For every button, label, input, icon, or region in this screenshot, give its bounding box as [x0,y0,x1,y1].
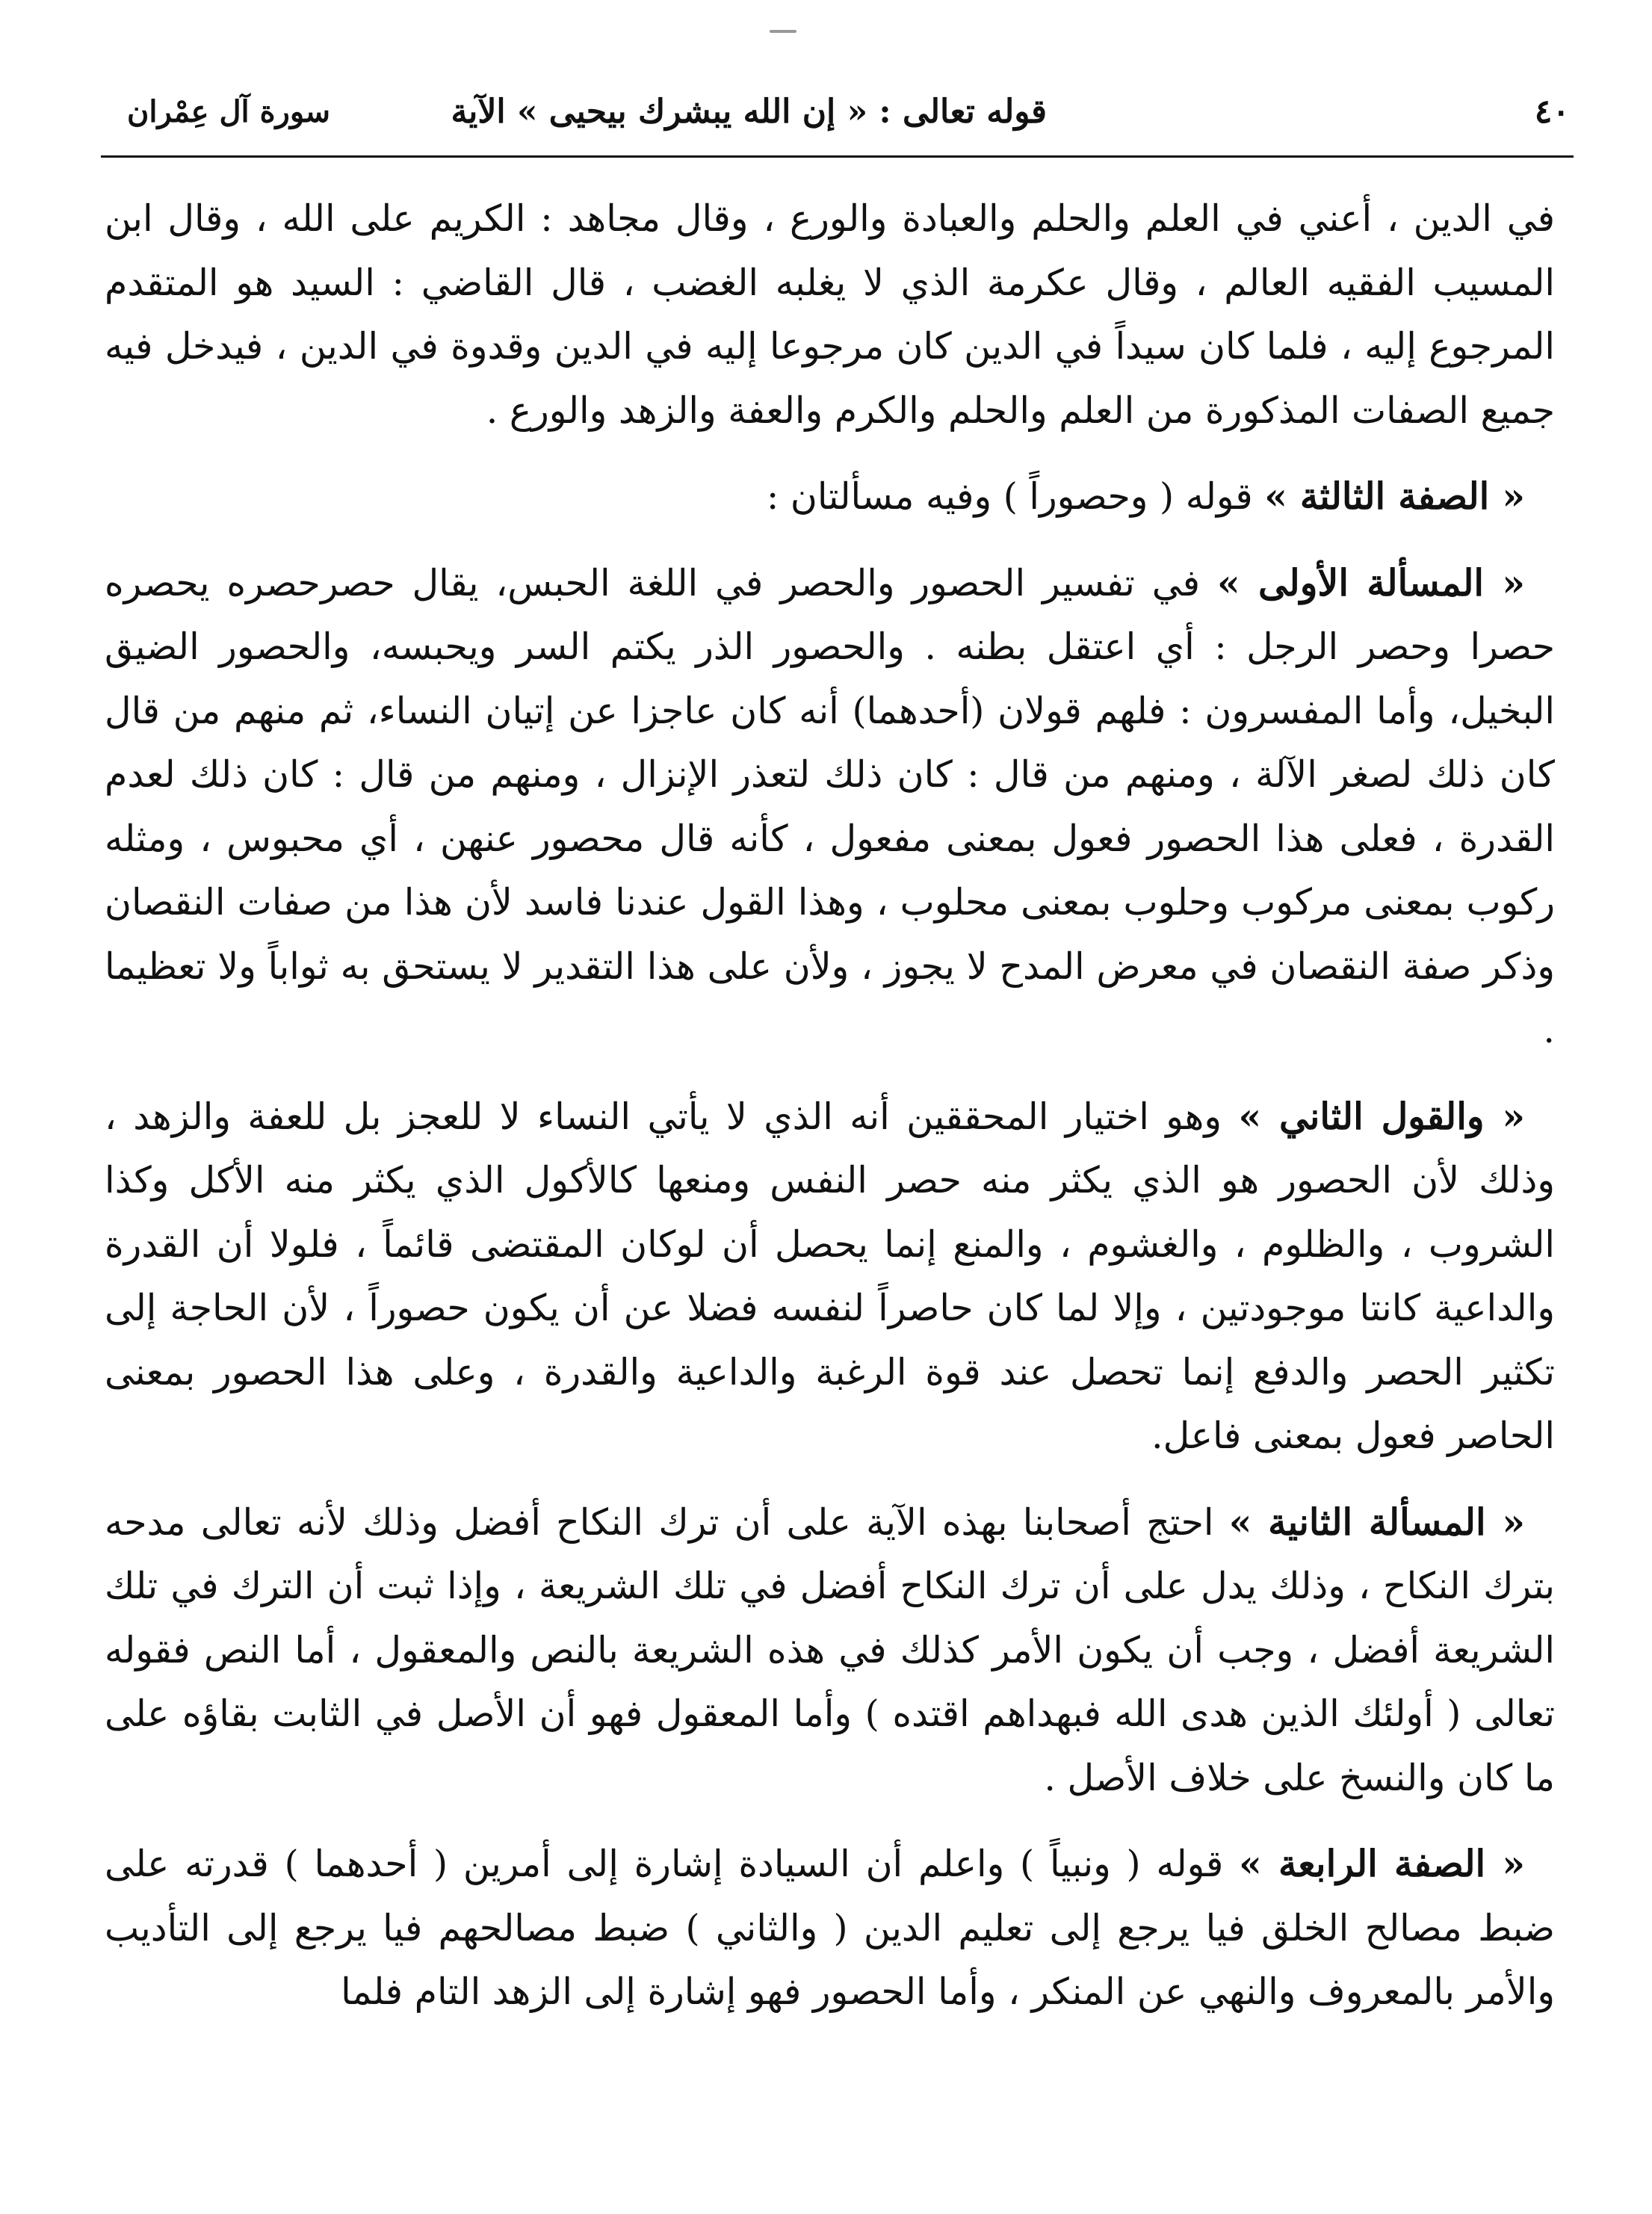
scan-speck [770,30,796,33]
section-heading-second-view: « والقول الثاني » [1238,1094,1525,1138]
paragraph-4 [105,1085,1555,1468]
surah-name: سورة آل عِمْران [127,94,331,129]
paragraph-6 [105,1832,1555,2024]
section-heading-third-attribute: « الصفة الثالثة » [1264,474,1525,518]
page-header [105,84,1570,146]
paragraph-4-text: وهو اختيار المحققين أنه الذي لا يأتي النساء لا للعجز بل للعفة والزهد ، وذلك لأن الحصور هو الذي يكثر منه حصر النفس ومنعها كالأكول الذي يكثر منه الأكل وكذا الشروب ، والظلوم ، والغشوم ، والمنع إنما يحصل أن لوكان المقتضى قائماً ، فلولا أن القدرة والداعية كانتا موجودتين ، وإلا لما كان حاصراً لنفسه فضلا عن أن يكون حصوراً ، لأن الحاجة إلى تكثير الحصر والدفع إنما تحصل عند قوة الرغبة والداعية والقدرة ، وعلى هذا الحصور بمعنى الحاصر فعول بمعنى فاعل. [105,1095,1555,1457]
section-heading-second-issue: « المسألة الثانية » [1228,1500,1525,1544]
paragraph-6-text: قوله ( ونبياً ) واعلم أن السيادة إشارة إلى أمرين ( أحدهما ) قدرته على ضبط مصالح الخلق فيا يرجع إلى تعليم الدين ( والثاني ) ضبط مصالحهم فيا يرجع إلى التأديب والأمر بالمعروف والنهي عن المنكر ، وأما الحصور فهو إشارة إلى الزهد التام فلما [105,1843,1555,2013]
paragraph-2 [105,465,1555,529]
paragraph-3 [105,551,1555,1063]
header-divider [101,155,1574,158]
paragraph-1 [105,187,1555,442]
paragraph-1-text: في الدين ، أعني في العلم والحلم والعبادة والورع ، وقال مجاهد : الكريم على الله ، وقال ابن المسيب الفقيه العالم ، وقال عكرمة الذي لا يغلبه الغضب ، قال القاضي : السيد هو المتقدم المرجوع إليه ، فلما كان سيداً في الدين كان مرجوعا إليه في الدين وقدوة في الدين ، فيدخل فيه جميع الصفات المذكورة من العلم والحلم والكرم والعفة والزهد والورع . [105,197,1555,432]
paragraph-3-text: في تفسير الحصور والحصر في اللغة الحبس، يقال حصرحصره يحصره حصرا وحصر الرجل : أي اعتقل بطنه . والحصور الذر يكتم السر ويحبسه، والحصور الضيق البخيل، وأما المفسرون : فلهم قولان (أحدهما) أنه كان عاجزا عن إتيان النساء، ثم منهم من قال كان ذلك لصغر الآلة ، ومنهم من قال : كان ذلك لتعذر الإنزال ، ومنهم من قال : كان ذلك لعدم القدرة ، فعلى هذا الحصور فعول بمعنى مفعول ، كأنه قال محصور عنهن ، أي محبوس ، ومثله ركوب بمعنى مركوب وحلوب بمعنى محلوب ، وهذا القول عندنا فاسد لأن هذا من صفات النقصان وذكر صفة النقصان في معرض المدح لا يجوز ، ولأن على هذا التقدير لا يستحق به ثواباً ولا تعظيما . [105,561,1555,1051]
section-heading-first-issue: « المسألة الأولى » [1216,560,1525,604]
paragraph-2-text: قوله ( وحصوراً ) وفيه مسألتان : [766,475,1265,518]
paragraph-5 [105,1491,1555,1811]
section-heading-fourth-attribute: « الصفة الرابعة » [1239,1842,1526,1885]
running-title: قوله تعالى : « إن الله يبشرك بيحيى » الآية [451,93,1047,131]
paragraph-5-text: احتج أصحابنا بهذه الآية على أن ترك النكاح أفضل وذلك لأنه تعالى مدحه بترك النكاح ، وذلك يدل على أن ترك النكاح أفضل في تلك الشريعة ، وإذا ثبت أن الترك في تلك الشريعة أفضل ، وجب أن يكون الأمر كذلك في هذه الشريعة بالنص والمعقول ، أما النص فقوله تعالى ( أولئك الذين هدى الله فبهداهم اقتده ) وأما المعقول فهو أن الأصل في الثابت بقاؤه على ما كان والنسخ على خلاف الأصل . [105,1500,1555,1799]
page-number: ٤٠ [1534,93,1570,131]
body-text [105,187,1555,2047]
